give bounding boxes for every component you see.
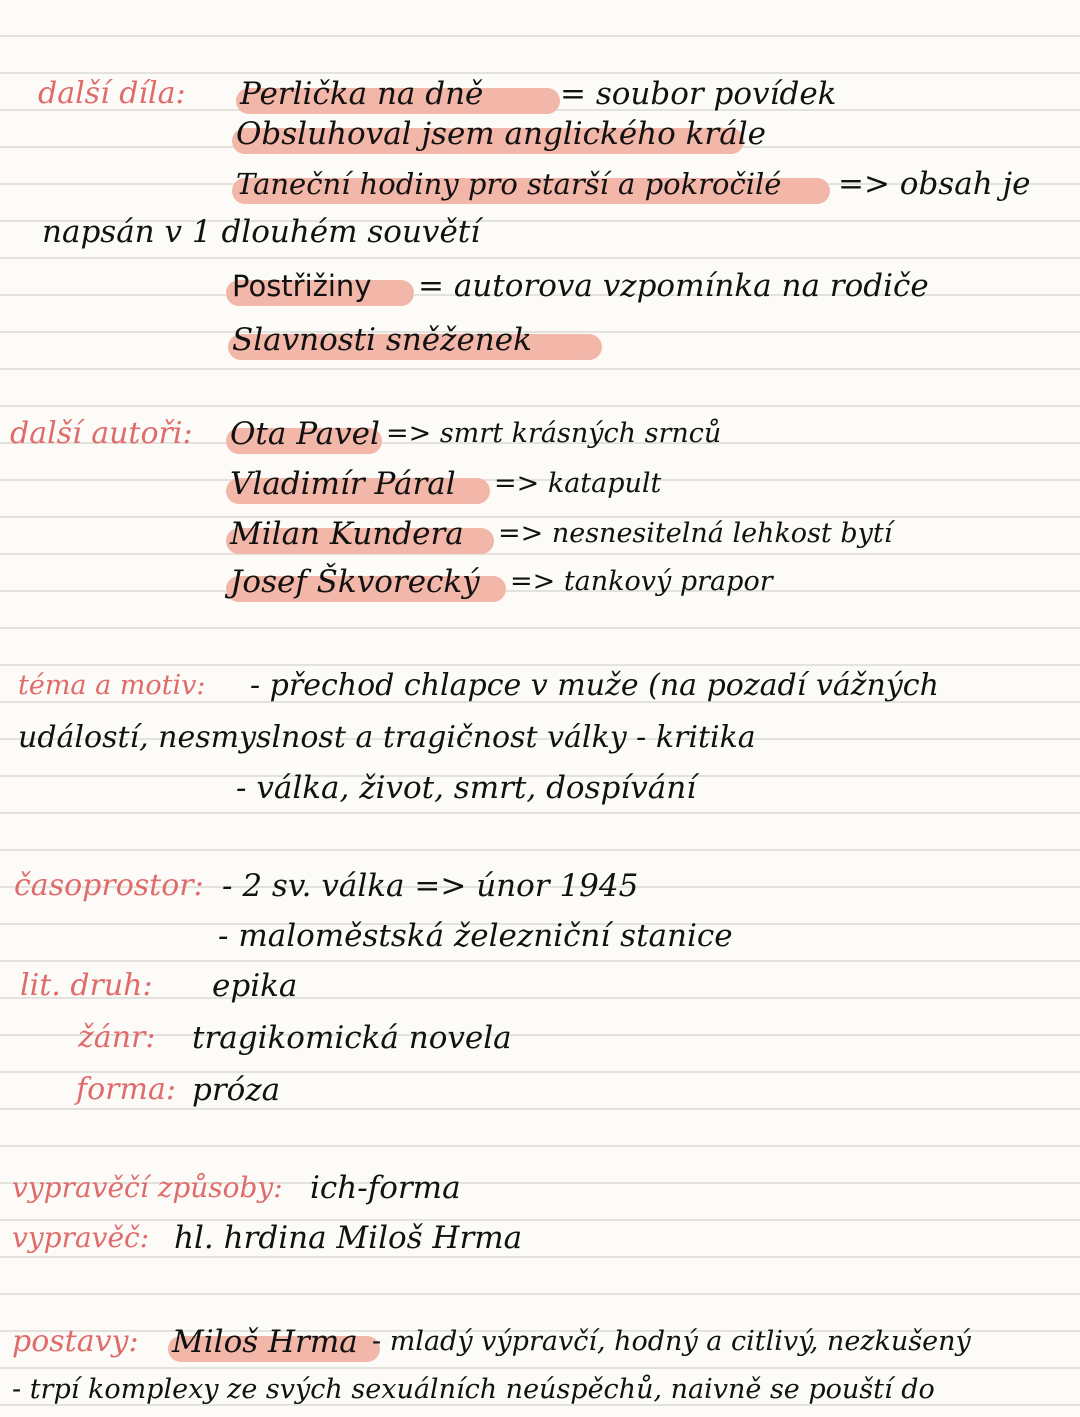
authors-row-1 bbox=[0, 410, 1080, 460]
characters-row-2 bbox=[0, 1366, 1080, 1416]
work-title: Postřižiny bbox=[232, 269, 372, 303]
work-title: Obsluhoval jsem anglického krále bbox=[236, 116, 766, 152]
works-row-2 bbox=[0, 110, 1080, 160]
theme-text: - přechod chlapce v muže (na pozadí vážných bbox=[250, 668, 939, 703]
work-title: Perlička na dně bbox=[240, 76, 484, 112]
work-note: = autorova vzpomínka na rodiče bbox=[418, 268, 929, 304]
narrator-value: hl. hrdina Miloš Hrma bbox=[174, 1220, 523, 1256]
genre-row-forma bbox=[0, 1066, 1080, 1116]
zanr-label: žánr: bbox=[78, 1020, 156, 1055]
work-note: = soubor povídek bbox=[560, 76, 837, 112]
character-desc: - mladý výpravčí, hodný a citlivý, nezkušený bbox=[372, 1326, 971, 1357]
author-name: Milan Kundera bbox=[230, 516, 464, 552]
theme-label: téma a motiv: bbox=[18, 670, 206, 701]
setting-row-1 bbox=[0, 862, 1080, 912]
characters-label: postavy: bbox=[12, 1324, 139, 1359]
author-work: => tankový prapor bbox=[510, 566, 773, 597]
narration-row-narrator bbox=[0, 1214, 1080, 1264]
works-row-3-cont bbox=[0, 208, 1080, 258]
author-work: => smrt krásných srnců bbox=[386, 418, 722, 449]
characters-row-1 bbox=[0, 1318, 1080, 1368]
narration-row-ways bbox=[0, 1164, 1080, 1214]
zanr-value: tragikomická novela bbox=[192, 1020, 512, 1056]
setting-label: časoprostor: bbox=[14, 868, 204, 903]
character-name: Miloš Hrma bbox=[172, 1324, 358, 1360]
works-row-3 bbox=[0, 160, 1080, 210]
genre-row-zanr bbox=[0, 1014, 1080, 1064]
author-name: Ota Pavel bbox=[230, 416, 380, 452]
theme-row-3 bbox=[0, 764, 1080, 814]
narrator-label: vypravěč: bbox=[12, 1221, 150, 1254]
works-row-5 bbox=[0, 316, 1080, 366]
works-label: další díla: bbox=[38, 76, 186, 111]
theme-text: událostí, nesmyslnost a tragičnost války - kritika bbox=[18, 720, 756, 755]
setting-text: - maloměstská železniční stanice bbox=[218, 918, 733, 954]
author-work: => nesnesitelná lehkost bytí bbox=[498, 518, 893, 549]
work-title: Slavnosti sněženek bbox=[232, 322, 532, 358]
works-row-4 bbox=[0, 262, 1080, 312]
author-name: Josef Škvorecký bbox=[230, 564, 480, 600]
narration-ways-label: vypravěčí způsoby: bbox=[12, 1171, 283, 1204]
character-desc: - trpí komplexy ze svých sexuálních neúspěchů, naivně se pouští do bbox=[12, 1374, 935, 1405]
authors-row-2 bbox=[0, 460, 1080, 510]
authors-label: další autoři: bbox=[10, 416, 193, 451]
forma-value: próza bbox=[192, 1072, 281, 1108]
setting-text: - 2 sv. válka => únor 1945 bbox=[222, 868, 639, 904]
work-title: Taneční hodiny pro starší a pokročilé bbox=[236, 167, 782, 201]
work-note: => obsah je bbox=[838, 166, 1031, 202]
narration-ways-value: ich-forma bbox=[310, 1170, 461, 1206]
authors-row-4 bbox=[0, 558, 1080, 608]
work-note-cont: napsán v 1 dlouhém souvětí bbox=[42, 214, 481, 250]
author-name: Vladimír Páral bbox=[230, 466, 456, 502]
druh-label: lit. druh: bbox=[20, 968, 153, 1003]
setting-row-2 bbox=[0, 912, 1080, 962]
druh-value: epika bbox=[212, 968, 298, 1004]
author-work: => katapult bbox=[494, 468, 662, 499]
theme-row-1 bbox=[0, 662, 1080, 712]
theme-row-2 bbox=[0, 714, 1080, 764]
forma-label: forma: bbox=[76, 1072, 176, 1107]
genre-row-druh bbox=[0, 962, 1080, 1012]
theme-text: - válka, život, smrt, dospívání bbox=[236, 770, 697, 806]
authors-row-3 bbox=[0, 510, 1080, 560]
